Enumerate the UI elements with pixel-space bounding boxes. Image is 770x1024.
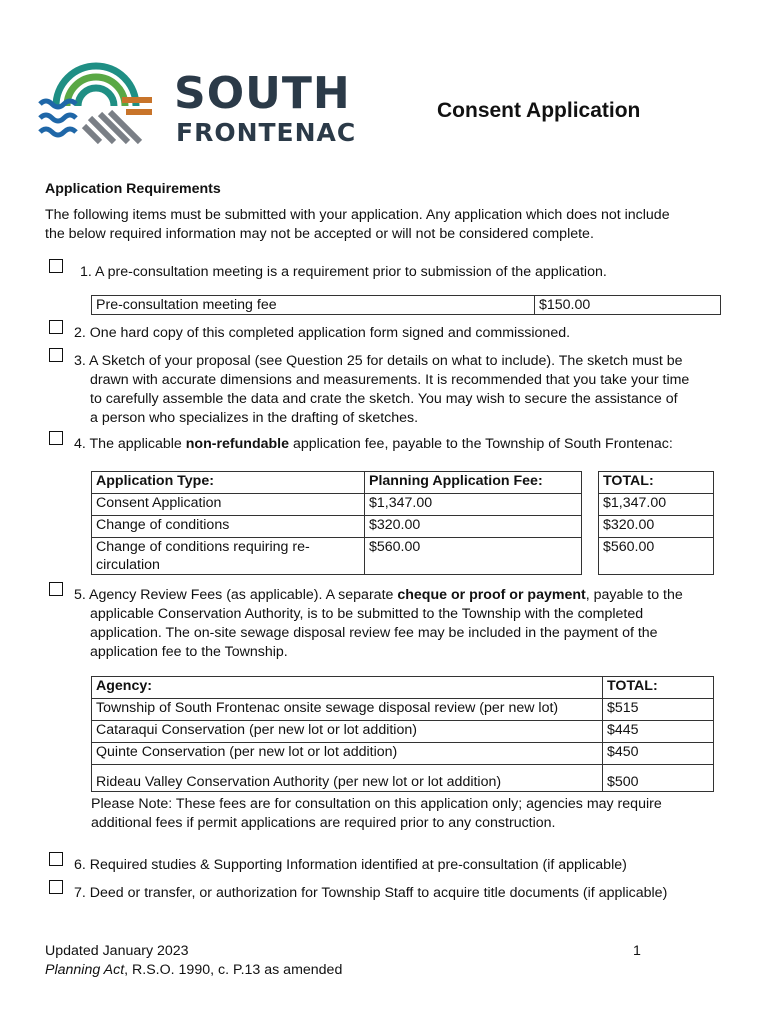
fee-row-total: $1,347.00: [599, 494, 714, 516]
item-4-checkbox[interactable]: [49, 431, 63, 445]
item-3-line-3: to carefully assemble the data and crate the sketch. You may wish to secure the assistance of: [90, 391, 678, 407]
fee-row-type: Change of conditions requiring re-circulation: [92, 538, 365, 575]
intro-line-1: The following items must be submitted with your application. Any application which does not include: [45, 207, 670, 223]
preconsult-fee-label: Pre-consultation meeting fee: [92, 296, 535, 315]
fee-header-type: Application Type:: [92, 472, 365, 494]
item-3-line-2: drawn with accurate dimensions and measurements. It is recommended that you take your time: [90, 372, 690, 388]
footer-act-rest: , R.S.O. 1990, c. P.13 as amended: [124, 962, 343, 978]
requirements-heading: Application Requirements: [45, 181, 221, 197]
fee-header-fee: Planning Application Fee:: [365, 472, 582, 494]
page-title: Consent Application: [437, 99, 641, 122]
item-3-line-4: a person who specializes in the drafting of sketches.: [90, 410, 419, 426]
item-5-line-1: [74, 586, 683, 605]
preconsult-fee-table: [91, 295, 721, 315]
agency-fee-table: [91, 676, 714, 792]
item-5-bold: cheque or proof or payment: [397, 587, 586, 603]
table-row: [92, 494, 714, 516]
application-fee-table: [91, 471, 714, 575]
item-5-prefix: 5. Agency Review Fees (as applicable). A separate: [74, 587, 398, 603]
item-7-text: 7. Deed or transfer, or authorization for Township Staff to acquire title documents (if applicable): [74, 885, 668, 901]
fee-row-type: Change of conditions: [92, 516, 365, 538]
preconsult-fee-value: $150.00: [535, 296, 721, 315]
note-line-1: Please Note: These fees are for consultation on this application only; agencies may require: [91, 796, 662, 812]
agency-total: $500: [603, 765, 714, 792]
agency-total: $450: [603, 743, 714, 765]
item-2-text: 2. One hard copy of this completed application form signed and commissioned.: [74, 325, 571, 341]
agency-name: Quinte Conservation (per new lot or lot addition): [92, 743, 603, 765]
item-1-text: 1. A pre-consultation meeting is a requirement prior to submission of the application.: [80, 264, 607, 280]
item-1-checkbox[interactable]: [49, 259, 63, 273]
fee-row-type: Consent Application: [92, 494, 365, 516]
page-number: 1: [633, 943, 641, 959]
item-4-suffix: application fee, payable to the Township of South Frontenac:: [289, 436, 673, 452]
agency-total-header: TOTAL:: [603, 677, 714, 699]
table-row: [92, 699, 714, 721]
logo: [38, 56, 358, 148]
south-frontenac-logo-icon: [38, 56, 158, 148]
agency-name: Cataraqui Conservation (per new lot or lot addition): [92, 721, 603, 743]
agency-total: $515: [603, 699, 714, 721]
fee-row-fee: $1,347.00: [365, 494, 582, 516]
note-line-2: additional fees if permit applications are required prior to any construction.: [91, 815, 556, 831]
item-6-checkbox[interactable]: [49, 852, 63, 866]
item-5-checkbox[interactable]: [49, 582, 63, 596]
logo-frontenac: FRONTENAC: [176, 118, 357, 147]
agency-name: Rideau Valley Conservation Authority (per new lot or lot addition): [92, 765, 603, 792]
item-3-line-1: 3. A Sketch of your proposal (see Question 25 for details on what to include). The sketch must be: [74, 353, 683, 369]
item-5-line-3: application. The on-site sewage disposal review fee may be included in the payment of the: [90, 625, 658, 641]
logo-south: SOUTH: [174, 68, 351, 119]
item-2-checkbox[interactable]: [49, 320, 63, 334]
item-5-line-4: application fee to the Township.: [90, 644, 288, 660]
fee-row-fee: $560.00: [365, 538, 582, 575]
fee-row-total: $560.00: [599, 538, 714, 575]
item-6-text: 6. Required studies & Supporting Information identified at pre-consultation (if applicable): [74, 857, 627, 873]
fee-row-fee: $320.00: [365, 516, 582, 538]
fee-row-total: $320.00: [599, 516, 714, 538]
item-4-text: [74, 435, 673, 454]
intro-line-2: the below required information may not be accepted or will not be considered complete.: [45, 226, 594, 242]
footer-act: [45, 961, 342, 980]
footer-updated: Updated January 2023: [45, 943, 189, 959]
agency-header: Agency:: [92, 677, 603, 699]
fee-header-total: TOTAL:: [599, 472, 714, 494]
item-4-prefix: 4. The applicable: [74, 436, 186, 452]
table-row: [92, 538, 714, 575]
item-4-bold: non-refundable: [185, 436, 289, 452]
table-row: [92, 765, 714, 792]
agency-name: Township of South Frontenac onsite sewage disposal review (per new lot): [92, 699, 603, 721]
item-5-line-2: applicable Conservation Authority, is to be submitted to the Township with the completed: [90, 606, 644, 622]
item-3-checkbox[interactable]: [49, 348, 63, 362]
agency-total: $445: [603, 721, 714, 743]
item-5-suffix: , payable to the: [585, 587, 683, 603]
footer-act-italic: Planning Act: [45, 962, 125, 978]
table-row: [92, 516, 714, 538]
table-row: [92, 743, 714, 765]
item-7-checkbox[interactable]: [49, 880, 63, 894]
table-row: [92, 721, 714, 743]
